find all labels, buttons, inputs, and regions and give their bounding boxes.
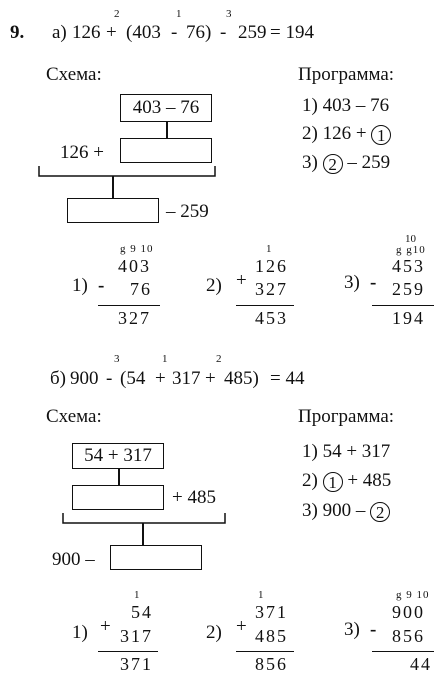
scheme-a-mid-box [120, 138, 212, 163]
calc-b3-line [372, 651, 434, 652]
part-b-label: б) [50, 368, 66, 389]
part-a-expr-n4: 259 [238, 22, 267, 43]
program-b-step-1 [302, 441, 390, 463]
calc-a3-top: 453 [392, 256, 425, 276]
calc-a3-line [372, 305, 434, 306]
program-step-num: 1) [302, 441, 318, 462]
calc-b1-top: 54 [131, 602, 153, 622]
part-b-order-mark: 2 [216, 353, 222, 365]
calc-a1-line [98, 305, 160, 306]
calc-b3-op: - [370, 619, 377, 640]
calc-b1-result: 371 [120, 654, 153, 674]
calc-b2-op: + [236, 616, 247, 637]
circled-ref: 1 [323, 472, 343, 492]
scheme-b-connector [142, 523, 144, 545]
program-step-num: 2) [302, 123, 318, 144]
calc-b3-idx: 3) [344, 619, 360, 640]
calc-b1-idx: 1) [72, 622, 88, 643]
calc-a3-idx: 3) [344, 272, 360, 293]
scheme-a-connector [112, 176, 114, 198]
scheme-b-mid-box [72, 485, 164, 510]
part-b-expr-n1: 900 [70, 368, 99, 389]
part-b-expr-op1: - [106, 368, 113, 389]
part-b-order-mark: 1 [162, 353, 168, 365]
calc-a3-carry: 10 [405, 233, 416, 245]
part-a-scheme-title: Схема: [46, 64, 102, 85]
calc-a2-bottom: 327 [255, 279, 288, 299]
scheme-a-left-label: 126 + [60, 142, 104, 163]
calc-a2-carry: 1 [266, 243, 272, 255]
program-step-text: 403 – 76 [322, 95, 390, 116]
scheme-b-connector [118, 469, 120, 485]
scheme-a-brace [38, 166, 216, 182]
calc-b1-line [98, 651, 158, 652]
part-b-scheme-title: Схема: [46, 406, 102, 427]
program-a-step-2 [302, 123, 391, 145]
calc-b3-result: 44 [410, 654, 432, 674]
calc-b2-top: 371 [255, 602, 288, 622]
calc-b2-line [236, 651, 294, 652]
calc-b2-carry: 1 [258, 589, 264, 601]
part-b-expr-op2: + [155, 368, 166, 389]
calc-b2-bottom: 485 [255, 626, 288, 646]
part-a-label: а) [52, 22, 67, 43]
part-a-expr-op2: - [171, 22, 178, 43]
scheme-a-bottom-box [67, 198, 159, 223]
scheme-b-top-box-text: 54 + 317 [84, 445, 152, 466]
circled-ref: 2 [323, 154, 343, 174]
scheme-b-brace [62, 513, 226, 529]
scheme-a-bottom-label: – 259 [166, 201, 209, 222]
calc-a2-op: + [236, 270, 247, 291]
program-a-step-3 [302, 152, 390, 174]
calc-a1-idx: 1) [72, 275, 88, 296]
circled-ref: 2 [370, 502, 390, 522]
calc-b2-idx: 2) [206, 622, 222, 643]
part-a-result: = 194 [270, 22, 314, 43]
program-a-step-1 [302, 95, 389, 117]
calc-b3-carry: g 9 10 [396, 589, 430, 601]
calc-a2-idx: 2) [206, 275, 222, 296]
calc-a2-line [236, 305, 294, 306]
task-number: 9. [10, 22, 25, 43]
calc-a1-op: - [98, 275, 105, 296]
part-a-expr-n1: 126 [72, 22, 101, 43]
part-b-result: = 44 [270, 368, 305, 389]
program-step-text: 54 + 317 [322, 441, 391, 462]
part-b-expr-op3: + [205, 368, 216, 389]
part-a-expr-n2: (403 [126, 22, 161, 43]
part-b-expr-n2: (54 [120, 368, 146, 389]
part-b-program-title: Программа: [298, 406, 395, 427]
calc-a1-result: 327 [118, 308, 151, 328]
scheme-b-bottom-label: 900 – [52, 549, 95, 570]
part-b-order-mark: 3 [114, 353, 120, 365]
scheme-b-top-box [72, 443, 164, 469]
program-step-num: 2) [302, 470, 318, 491]
program-step-num: 3) [302, 500, 318, 521]
calc-a2-result: 453 [255, 308, 288, 328]
program-step-pre: 126 + [322, 123, 367, 144]
part-b-expr-n3: 317 [172, 368, 201, 389]
calc-a3-result: 194 [392, 308, 425, 328]
calc-a3-op: - [370, 272, 377, 293]
calc-a1-carry: g 9 10 [120, 243, 154, 255]
calc-b2-result: 856 [255, 654, 288, 674]
calc-b1-op: + [100, 616, 111, 637]
part-a-order-mark: 2 [114, 8, 120, 20]
calc-b1-bottom: 317 [120, 626, 153, 646]
circled-ref: 1 [371, 125, 391, 145]
part-a-expr-op1: + [106, 22, 117, 43]
program-b-step-2 [302, 470, 391, 492]
program-b-step-3 [302, 500, 390, 522]
calc-a3-carry: g g10 [396, 244, 426, 256]
calc-b1-carry: 1 [134, 589, 140, 601]
program-step-pre: 900 – [322, 500, 366, 521]
calc-a1-bottom: 76 [130, 279, 152, 299]
part-b-expr-n4: 485) [224, 368, 259, 389]
scheme-a-top-box [120, 94, 212, 122]
program-step-post: + 485 [347, 470, 392, 491]
calc-a3-bottom: 259 [392, 279, 425, 299]
scheme-b-right-label: + 485 [172, 487, 216, 508]
program-step-post: – 259 [347, 152, 391, 173]
calc-a2-top: 126 [255, 256, 288, 276]
part-a-order-mark: 1 [176, 8, 182, 20]
calc-a1-top: 403 [118, 256, 151, 276]
calc-b3-bottom: 856 [392, 626, 425, 646]
scheme-b-bottom-box [110, 545, 202, 570]
scheme-a-connector [166, 122, 168, 138]
part-a-program-title: Программа: [298, 64, 395, 85]
part-a-order-mark: 3 [226, 8, 232, 20]
program-step-num: 3) [302, 152, 318, 173]
scheme-a-top-box-text: 403 – 76 [132, 97, 200, 118]
part-a-expr-op3: - [220, 22, 227, 43]
calc-b3-top: 900 [392, 602, 425, 622]
part-a-expr-n3: 76) [186, 22, 212, 43]
program-step-num: 1) [302, 95, 318, 116]
